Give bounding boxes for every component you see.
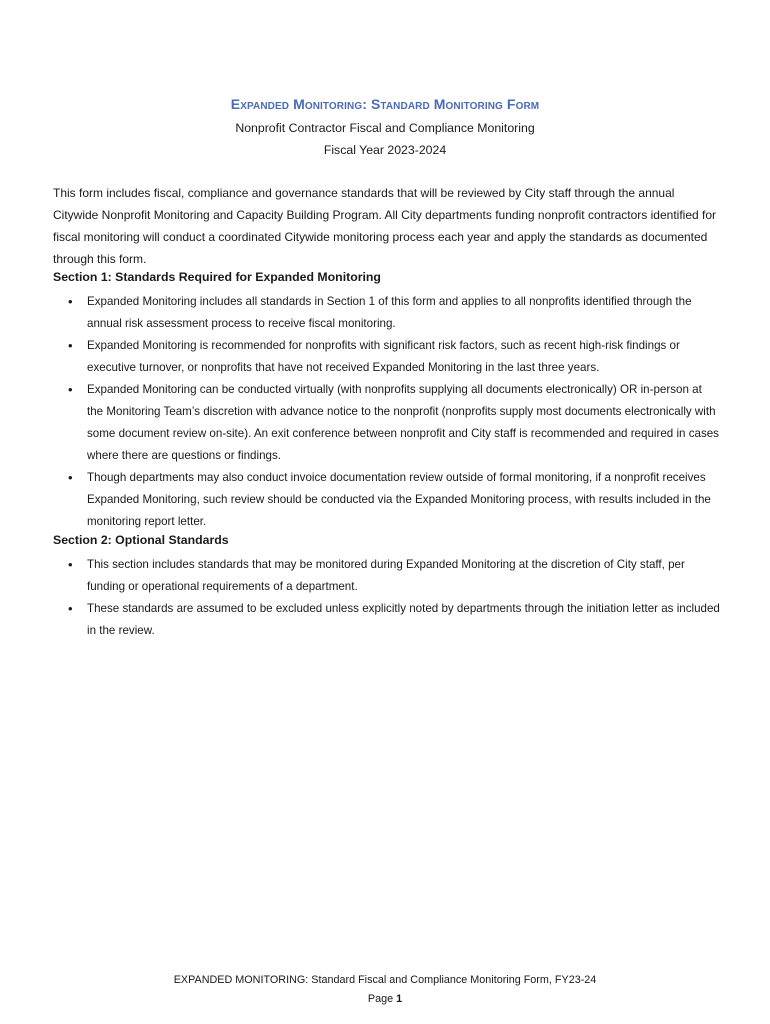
list-item: • Expanded Monitoring includes all standards in Section 1 of this form and applies to all nonprofits identified through the annual risk assessment process to receive fiscal monitoring.: [53, 291, 721, 335]
list-item: • Expanded Monitoring can be conducted virtually (with nonprofits supplying all documents electronically) OR in-person at the Monitoring Team’s discretion with advance notice to the nonprofit (nonprofits supply most documents electronically with some document review on-site). An exit conference between nonprofit and City staff is recommended and required in cases where there are questions or findings.: [53, 379, 721, 467]
document-subtitle: Nonprofit Contractor Fiscal and Compliance Monitoring: [235, 121, 535, 135]
list-item: • Expanded Monitoring is recommended for nonprofits with significant risk factors, such as recent high-risk findings or executive turnover, or nonprofits that have not received Expanded Monitoring in the last three years.: [53, 335, 721, 379]
page-number-value: 1: [396, 993, 403, 1005]
list-item: • These standards are assumed to be excluded unless explicitly noted by departments through the initiation letter as included in the review.: [53, 598, 721, 642]
footer-text: EXPANDED MONITORING: Standard Fiscal and Compliance Monitoring Form, FY23-24: [173, 974, 597, 986]
intro-paragraph: This form includes fiscal, compliance and governance standards that will be reviewed by City staff through the annual Citywide Nonprofit Monitoring and Capacity Building Program. All City departments funding nonprofit contractors identified for fiscal monitoring will conduct a coordinated Citywide monitoring process each year and apply the standards as documented through this form.: [53, 186, 716, 266]
section-2-heading: Section 2: Optional Standards: [53, 533, 229, 547]
list-item: • This section includes standards that may be monitored during Expanded Monitoring at the discretion of City staff, per funding or operational requirements of a department.: [53, 554, 721, 598]
page-label: Page: [367, 993, 394, 1005]
fiscal-year: Fiscal Year 2023-2024: [323, 143, 447, 157]
section-1-heading: Section 1: Standards Required for Expanded Monitoring: [53, 270, 381, 284]
section-1-list: [53, 291, 721, 533]
document-title: Expanded Monitoring: Standard Monitoring Form: [230, 96, 540, 112]
page-number: [0, 993, 770, 1005]
section-2-list: [53, 554, 721, 642]
list-item: • Though departments may also conduct invoice documentation review outside of formal monitoring, if a nonprofit receives Expanded Monitoring, such review should be conducted via the Expanded Monitoring process, with results included in the monitoring report letter.: [53, 467, 721, 533]
